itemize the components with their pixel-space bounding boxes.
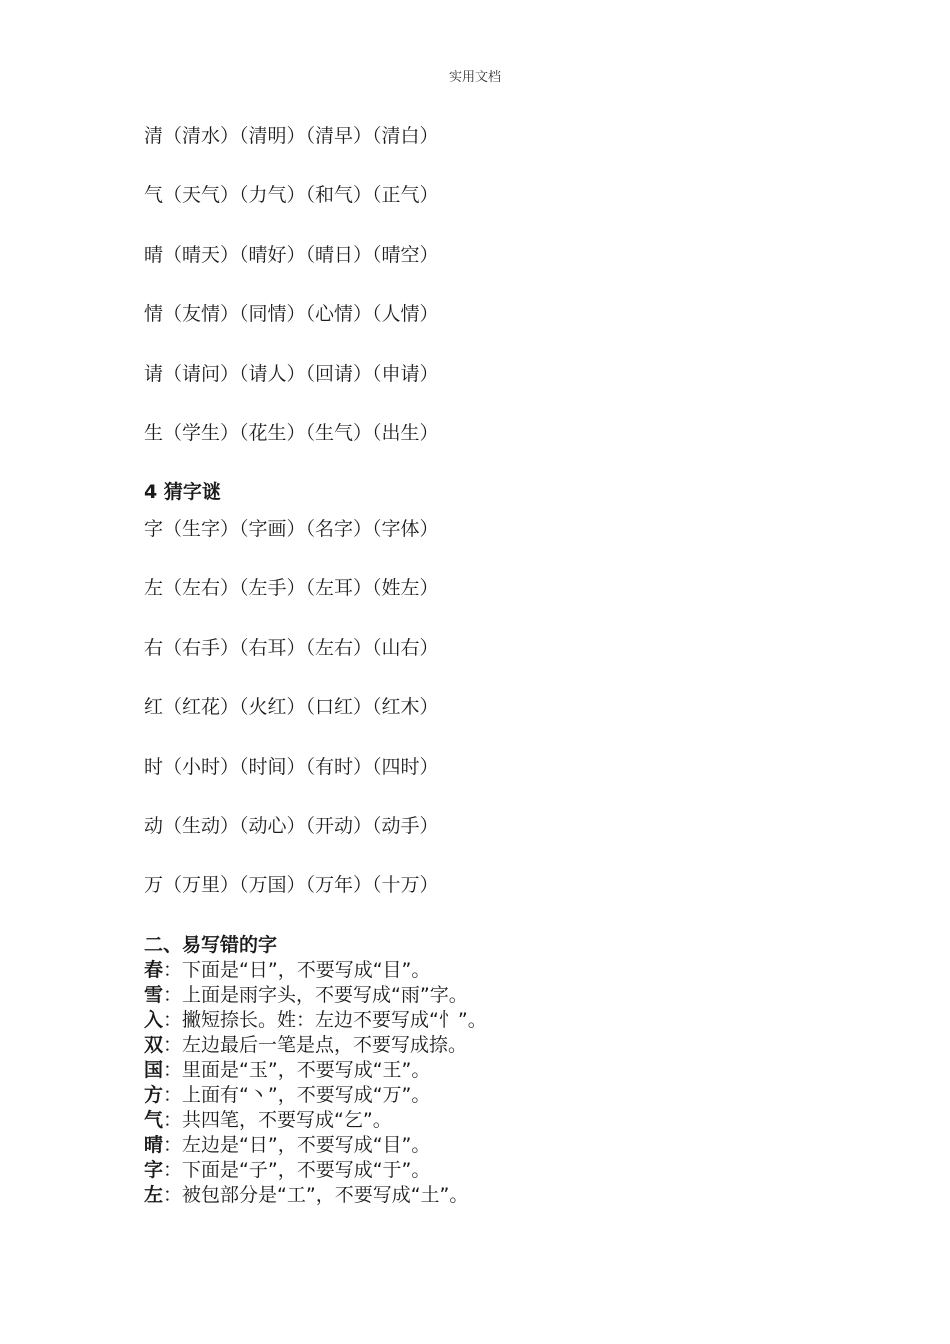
word-row: 右（右手）（右耳）（左右）（山右） xyxy=(144,636,439,659)
mistake-char: 双 xyxy=(144,1034,164,1056)
mistake-note: ：共四笔，不要写成“乞”。 xyxy=(163,1109,392,1131)
mistake-char: 春 xyxy=(144,959,164,981)
mistake-char: 国 xyxy=(144,1059,164,1081)
mistake-item xyxy=(144,983,904,1008)
mistake-note: ：左边是“日”，不要写成“目”。 xyxy=(163,1134,431,1156)
word-row: 字（生字）（字画）（名字）（字体） xyxy=(144,518,439,540)
word-row: 时（小时）（时间）（有时）（四时） xyxy=(144,755,439,778)
mistake-note: ：上面是雨字头，不要写成“雨”字。 xyxy=(163,984,468,1006)
mistake-item xyxy=(144,1133,904,1158)
mistake-item xyxy=(144,1058,904,1083)
mistake-char: 晴 xyxy=(144,1134,164,1156)
mistake-note: ：左边最后一笔是点，不要写成捺。 xyxy=(163,1034,468,1056)
mistake-char: 气 xyxy=(144,1109,164,1131)
mistake-note: ：下面是“子”，不要写成“于”。 xyxy=(163,1159,431,1181)
word-row: 生（学生）（花生）（生气）（出生） xyxy=(144,421,439,444)
mistake-item xyxy=(144,1183,904,1208)
mistake-item xyxy=(144,1108,904,1133)
word-row: 万（万里）（万国）（万年）（十万） xyxy=(144,874,439,897)
mistake-item xyxy=(144,1083,904,1108)
mistake-char: 入 xyxy=(144,1009,164,1031)
word-row: 晴（晴天）（晴好）（晴日）（晴空） xyxy=(144,243,439,266)
mistake-list xyxy=(144,958,904,1208)
word-row: 红（红花）（火红）（口红）（红木） xyxy=(144,696,439,719)
mistake-item xyxy=(144,1158,904,1183)
mistake-char: 雪 xyxy=(144,984,164,1006)
mistake-note: ：上面有“丶”，不要写成“万”。 xyxy=(163,1084,431,1106)
mistake-item xyxy=(144,1008,904,1033)
mistake-char: 字 xyxy=(144,1159,164,1181)
mistake-item xyxy=(144,1033,904,1058)
mistake-note: ：撇短捺长。姓：左边不要写成“忄”。 xyxy=(163,1009,487,1031)
mistake-item xyxy=(144,958,904,983)
mistake-char: 方 xyxy=(144,1084,164,1106)
mistake-note: ：被包部分是“工”，不要写成“土”。 xyxy=(163,1184,469,1206)
word-row: 左（左右）（左手）（左耳）（姓左） xyxy=(144,577,439,600)
mistake-char: 左 xyxy=(144,1184,164,1206)
word-group-1 xyxy=(144,124,904,480)
word-row: 气（天气）（力气）（和气）（正气） xyxy=(144,184,439,207)
section-title-riddles: 4 猜字谜 xyxy=(144,481,221,503)
section-title-mistakes: 二、易写错的字 xyxy=(144,934,278,956)
word-row: 动（生动）（动心）（开动）（动手） xyxy=(144,814,439,837)
word-row: 清（清水）（清明）（清早）（清白） xyxy=(144,125,439,147)
word-group-2 xyxy=(144,517,904,933)
word-row: 请（请问）（请人）（回请）（申请） xyxy=(144,362,439,385)
mistake-note: ：下面是“日”，不要写成“目”。 xyxy=(163,959,431,981)
word-row: 情（友情）（同情）（心情）（人情） xyxy=(144,303,439,326)
page-header: 实用文档 xyxy=(448,70,501,85)
mistake-note: ：里面是“玉”，不要写成“王”。 xyxy=(163,1059,431,1081)
